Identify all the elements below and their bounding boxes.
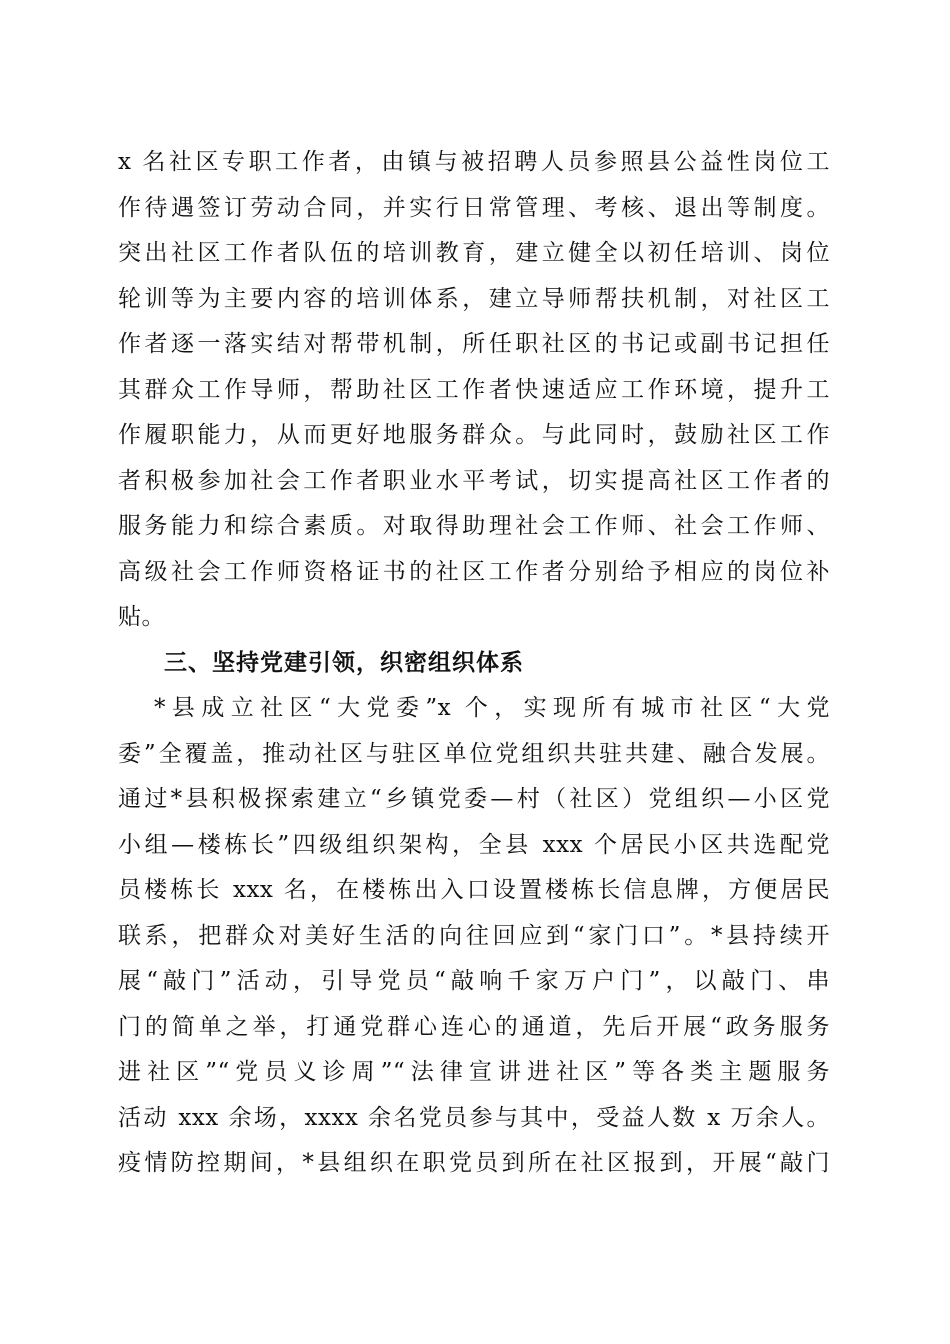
paragraph-1-line: 作履职能力，从而更好地服务群众。与此同时，鼓励社区工作 xyxy=(118,422,830,448)
paragraph-2-line: 展“敲门”活动，引导党员“敲响千家万户门”，以敲门、串 xyxy=(118,968,830,994)
paragraph-2-line: 小组—楼栋长”四级组织架构，全县 xxx 个居民小区共选配党 xyxy=(118,831,830,858)
paragraph-2-line: 门的简单之举，打通党群心连心的通道，先后开展“政务服务 xyxy=(118,1013,830,1040)
paragraph-1-line: 作者逐一落实结对帮带机制，所任职社区的书记或副书记担任 xyxy=(118,331,830,357)
document-body xyxy=(118,140,830,1187)
section-heading: 三、坚持党建引领，织密组织体系 xyxy=(164,649,524,676)
paragraph-2-line: 联系，把群众对美好生活的向往回应到“家门口”。*县持续开 xyxy=(118,922,830,949)
paragraph-2-line: 疫情防控期间，*县组织在职党员到所在社区报到，开展“敲门 xyxy=(118,1150,830,1176)
paragraph-2-line: 活动 xxx 余场，xxxx 余名党员参与其中，受益人数 x 万余人。 xyxy=(118,1104,830,1131)
paragraph-1-line: 高级社会工作师资格证书的社区工作者分别给予相应的岗位补 xyxy=(118,558,830,585)
paragraph-1-line: x 名社区专职工作者，由镇与被招聘人员参照县公益性岗位工 xyxy=(118,149,830,175)
paragraph-1-line: 者积极参加社会工作者职业水平考试，切实提高社区工作者的 xyxy=(118,467,830,494)
paragraph-1 xyxy=(118,140,830,641)
paragraph-1-line: 其群众工作导师，帮助社区工作者快速适应工作环境，提升工 xyxy=(118,376,830,403)
paragraph-2-line: *县成立社区“大党委”x 个，实现所有城市社区“大党 xyxy=(154,695,830,721)
paragraph-2-line: 员楼栋长 xxx 名，在楼栋出入口设置楼栋长信息牌，方便居民 xyxy=(118,877,830,903)
paragraph-2 xyxy=(118,686,830,1187)
paragraph-2-line: 委”全覆盖，推动社区与驻区单位党组织共驻共建、融合发展。 xyxy=(118,740,830,767)
paragraph-1-line: 贴。 xyxy=(118,604,165,630)
paragraph-2-line: 进社区”“党员义诊周”“法律宣讲进社区”等各类主题服务 xyxy=(118,1059,830,1085)
paragraph-1-line: 轮训等为主要内容的培训体系，建立导师帮扶机制，对社区工 xyxy=(118,285,830,312)
paragraph-1-line: 突出社区工作者队伍的培训教育，建立健全以初任培训、岗位 xyxy=(118,240,830,266)
paragraph-1-line: 服务能力和综合素质。对取得助理社会工作师、社会工作师、 xyxy=(118,513,830,539)
paragraph-2-line: 通过*县积极探索建立“乡镇党委—村（社区）党组织—小区党 xyxy=(118,786,830,812)
paragraph-1-line: 作待遇签订劳动合同，并实行日常管理、考核、退出等制度。 xyxy=(118,194,830,221)
